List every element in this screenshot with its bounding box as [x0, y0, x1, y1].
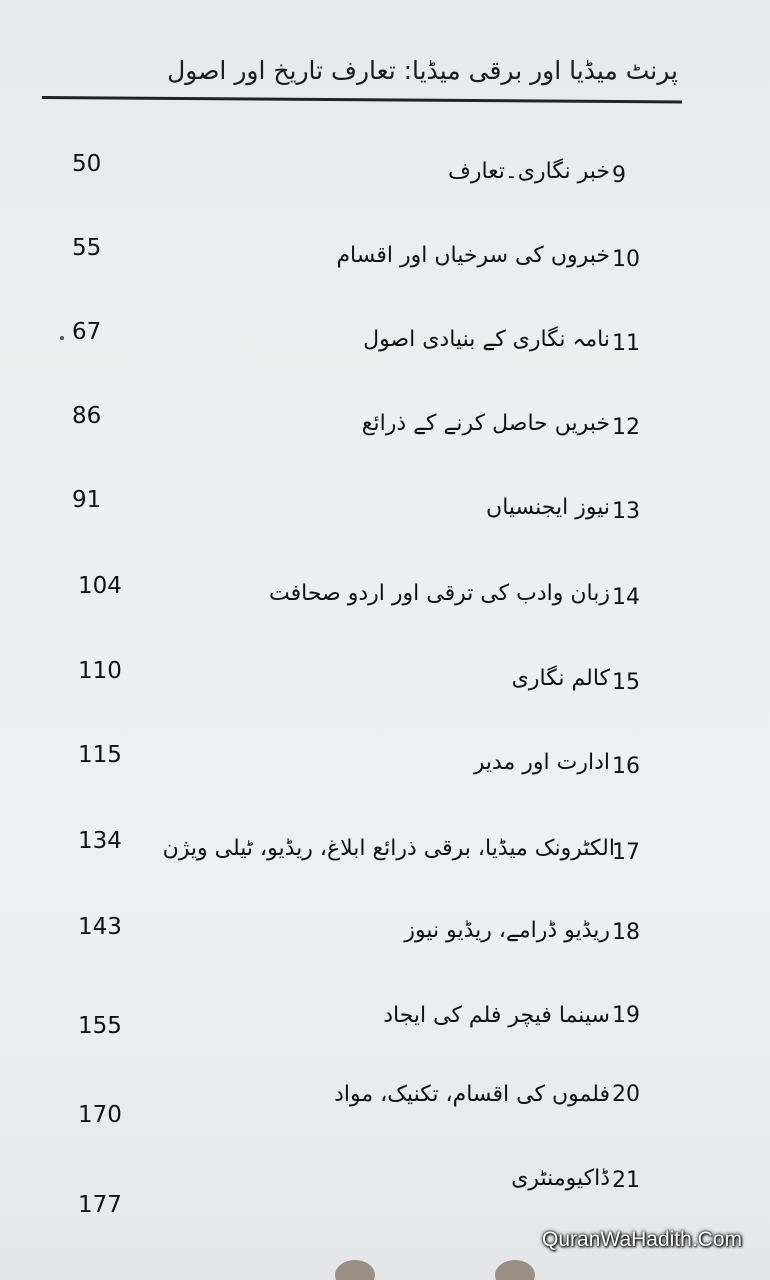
chapter-number: 17 [612, 840, 640, 865]
page-number: 55 [72, 235, 102, 261]
page-number: 67 [72, 319, 102, 345]
chapter-title: نامہ نگاری کے بنیادی اصول [363, 327, 610, 352]
chapter-number: 12 [612, 415, 640, 440]
page-number: 177 [78, 1192, 122, 1218]
toc-row [0, 319, 770, 363]
toc-row [0, 403, 770, 447]
chapter-number: 11 [612, 331, 640, 356]
toc-row [0, 658, 770, 702]
chapter-number: 9 [612, 163, 626, 188]
page-number: 134 [78, 828, 122, 854]
page-number: 86 [72, 403, 102, 429]
chapter-number: 21 [612, 1168, 640, 1193]
toc-row [0, 151, 770, 195]
chapter-title: الکٹرونک میڈیا، برقی ذرائع ابلاغ، ریڈیو، ٹیلی ویژن [162, 836, 615, 861]
chapter-title: نیوز ایجنسیاں [486, 495, 610, 520]
page-number: 155 [78, 1013, 122, 1039]
chapter-title: سینما فیچر فلم کی ایجاد [383, 1003, 610, 1028]
toc-row [0, 1082, 770, 1128]
toc-row [0, 1003, 770, 1043]
toc-row [0, 828, 770, 872]
header-title: پرنٹ میڈیا اور برقی میڈیا: تعارف تاریخ اور اصول [167, 56, 678, 85]
page-number: 91 [72, 487, 102, 513]
page-number: 115 [78, 742, 122, 768]
chapter-title: خبریں حاصل کرنے کے ذرائع [361, 411, 610, 436]
chapter-title: کالم نگاری [511, 666, 610, 691]
toc-row [0, 1166, 770, 1218]
chapter-title: فلموں کی اقسام، تکنیک، مواد [334, 1082, 610, 1107]
page-number: 50 [72, 151, 102, 177]
toc-row [0, 742, 770, 786]
chapter-number: 20 [612, 1082, 640, 1107]
chapter-number: 16 [612, 754, 640, 779]
toc-row [0, 235, 770, 279]
chapter-number: 10 [612, 247, 640, 272]
chapter-number: 14 [612, 585, 640, 610]
chapter-number: 18 [612, 920, 640, 945]
chapter-number: 15 [612, 670, 640, 695]
chapter-number: 19 [612, 1003, 640, 1028]
page-number: 110 [78, 658, 122, 684]
page-number: 104 [78, 573, 122, 599]
chapter-title: ادارت اور مدیر [473, 750, 610, 775]
toc-row [0, 914, 770, 958]
toc-row [0, 573, 770, 617]
toc-row [0, 487, 770, 531]
chapter-title: زبان وادب کی ترقی اور اردو صحافت [269, 581, 610, 606]
chapter-title: خبروں کی سرخیاں اور اقسام [336, 243, 610, 268]
page-number: 170 [78, 1102, 122, 1128]
chapter-number: 13 [612, 499, 640, 524]
chapter-title: ڈاکیومنٹری [511, 1166, 610, 1191]
page-number: 143 [78, 914, 122, 940]
chapter-title: ریڈیو ڈرامے، ریڈیو نیوز [404, 918, 610, 943]
site-watermark: QuranWaHadith.Com [542, 1228, 742, 1251]
chapter-title: خبر نگاری۔تعارف [448, 159, 610, 184]
